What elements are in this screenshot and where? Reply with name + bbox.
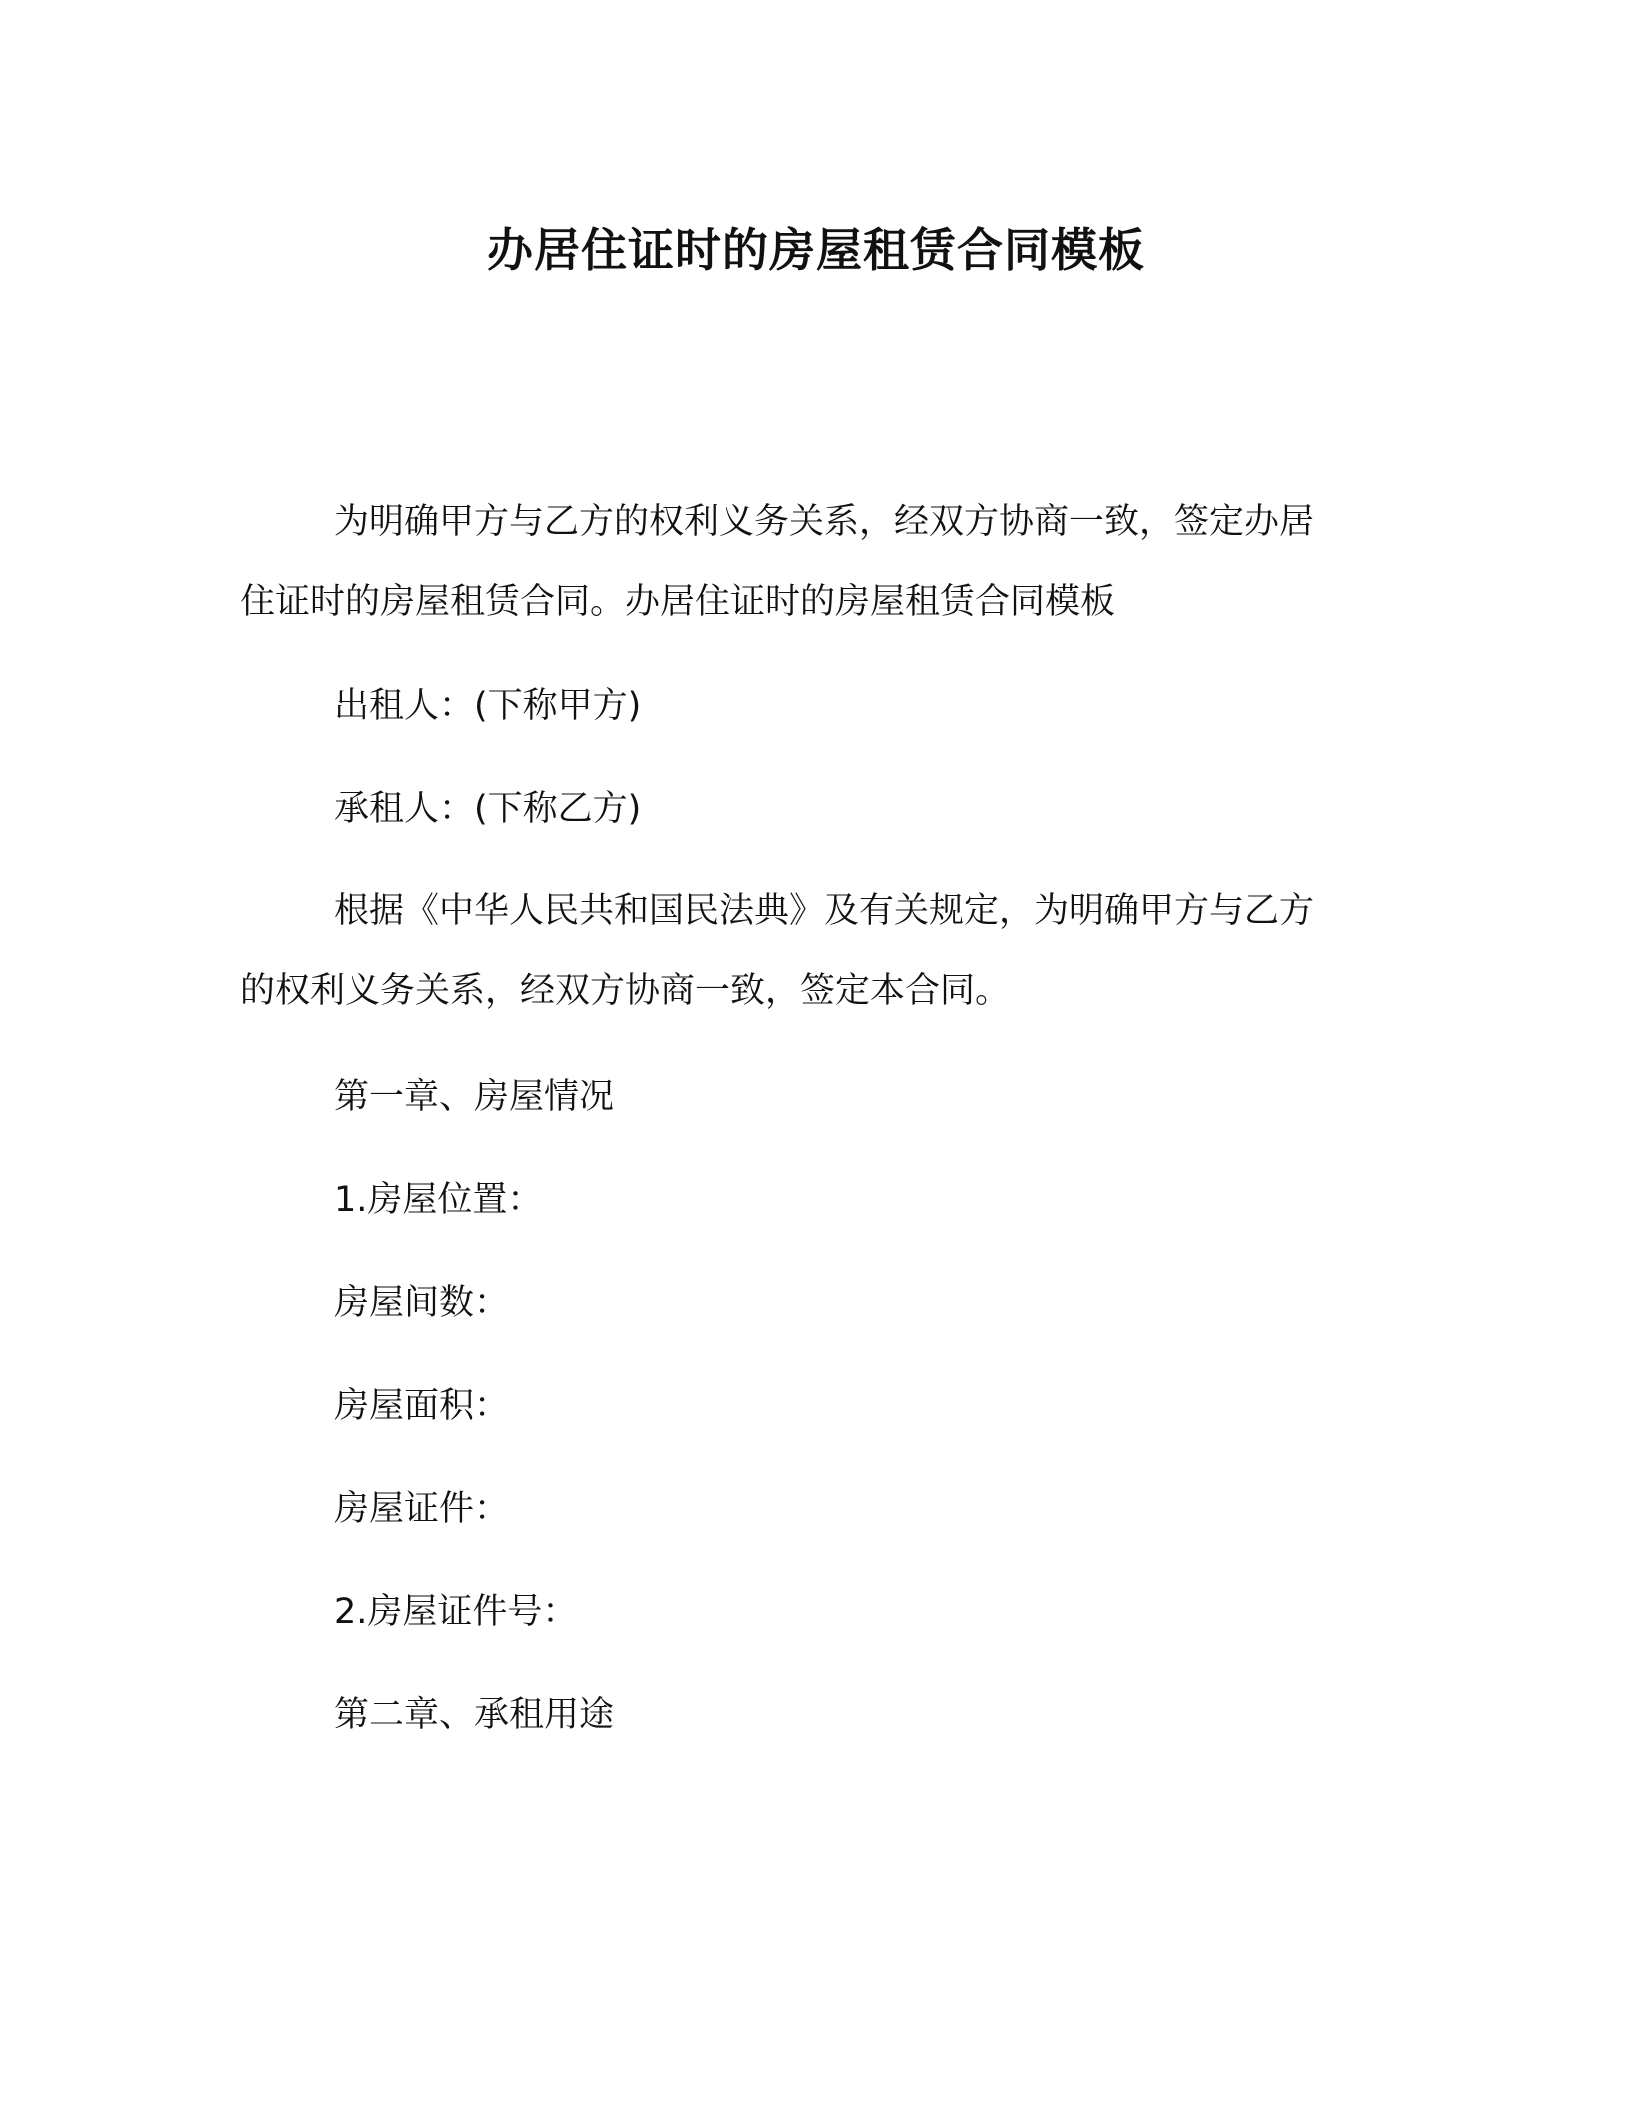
item-house-rooms: 房屋间数： [334, 1283, 510, 1323]
item-house-location: 1.房屋位置： [334, 1180, 543, 1220]
basis-line-2: 的权利义务关系，经双方协商一致，签定本合同。 [240, 971, 1011, 1011]
basis-paragraph [240, 871, 1380, 1031]
intro-line-2: 住证时的房屋租赁合同。办居住证时的房屋租赁合同模板 [240, 582, 1116, 622]
item-house-area: 房屋面积： [334, 1386, 510, 1426]
chapter1-heading: 第一章、房屋情况 [334, 1077, 615, 1117]
item-house-certificate: 房屋证件： [334, 1489, 510, 1529]
intro-paragraph [240, 482, 1380, 642]
chapter2-heading: 第二章、承租用途 [334, 1695, 615, 1735]
lessee-line: 承租人：(下称乙方) [334, 789, 642, 829]
document-title: 办居住证时的房屋租赁合同模板 [487, 223, 1145, 277]
basis-line-1: 根据《中华人民共和国民法典》及有关规定，为明确甲方与乙方 [334, 891, 1315, 931]
intro-line-1: 为明确甲方与乙方的权利义务关系，经双方协商一致，签定办居 [334, 502, 1315, 542]
lessor-line: 出租人：(下称甲方) [334, 686, 642, 726]
item-certificate-number: 2.房屋证件号： [334, 1592, 578, 1632]
